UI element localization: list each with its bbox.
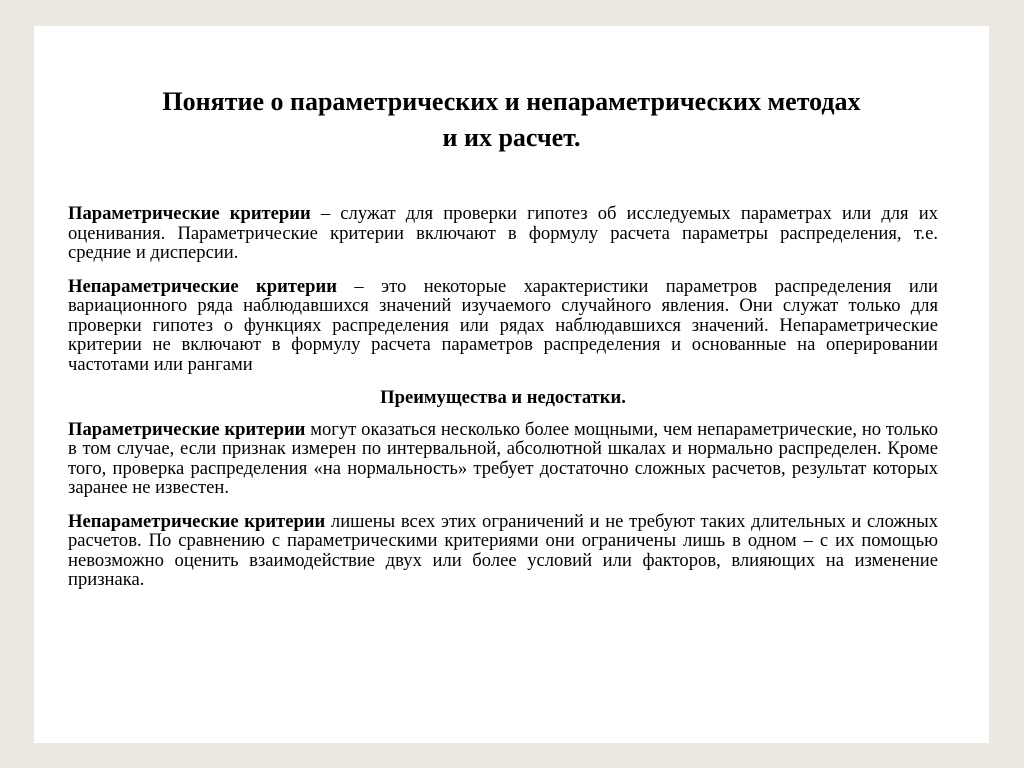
paragraph-parametric-definition [68, 204, 938, 263]
paragraph-lead: Параметрические критерии [68, 418, 306, 440]
paragraph-lead: Параметрические критерии [68, 203, 311, 224]
paragraph-nonparametric-definition [68, 277, 938, 375]
slide-title [34, 84, 989, 156]
paragraph-text: – это некоторые характеристики параметров распределения или вариационного ряда наблюдавшихся значений изучаемого случайного явления. Они служат только для проверки гипотез о функциях распределения или рядах наблюдавшихся значений. Непараметрические критерии не включают в формулу расчета параметров распределения и основанные на оперировании частотами или рангами [68, 275, 938, 375]
paragraph-lead: Непараметрические критерии [68, 510, 326, 532]
slide-body [68, 204, 938, 604]
slide-title-line-1: Понятие о параметрических и непараметрических методах [162, 87, 861, 116]
paragraph-lead: Непараметрические критерии [68, 275, 337, 297]
slide-title-line-2: и их расчет. [442, 123, 581, 152]
section-subheading: Преимущества и недостатки. [380, 387, 626, 408]
slide [34, 26, 989, 743]
paragraph-text: – служат для проверки гипотез об исследуемых параметрах или для их оценивания. Параметрические критерии включают в формулу расчета параметры распределения, т.е. средние и дисперсии. [68, 203, 938, 263]
paragraph-text: лишены всех этих ограничений и не требуют таких длительных и сложных расчетов. По сравнению с параметрическими критериями они ограничены лишь в одном – с их помощью невозможно оценить взаимодействие двух или более условий или факторов, влияющих на изменение признака. [68, 510, 938, 590]
paragraph-nonparametric-advantages [68, 512, 938, 590]
paragraph-parametric-advantages [68, 420, 938, 498]
paragraph-text: могут оказаться несколько более мощными, чем непараметрические, но только в том случае, если признак измерен по интервальной, абсолютной шкалах и нормально распределен. Кроме того, проверка распределения «на нормальность» требует достаточно сложных расчетов, результат которых заранее не известен. [68, 418, 938, 498]
